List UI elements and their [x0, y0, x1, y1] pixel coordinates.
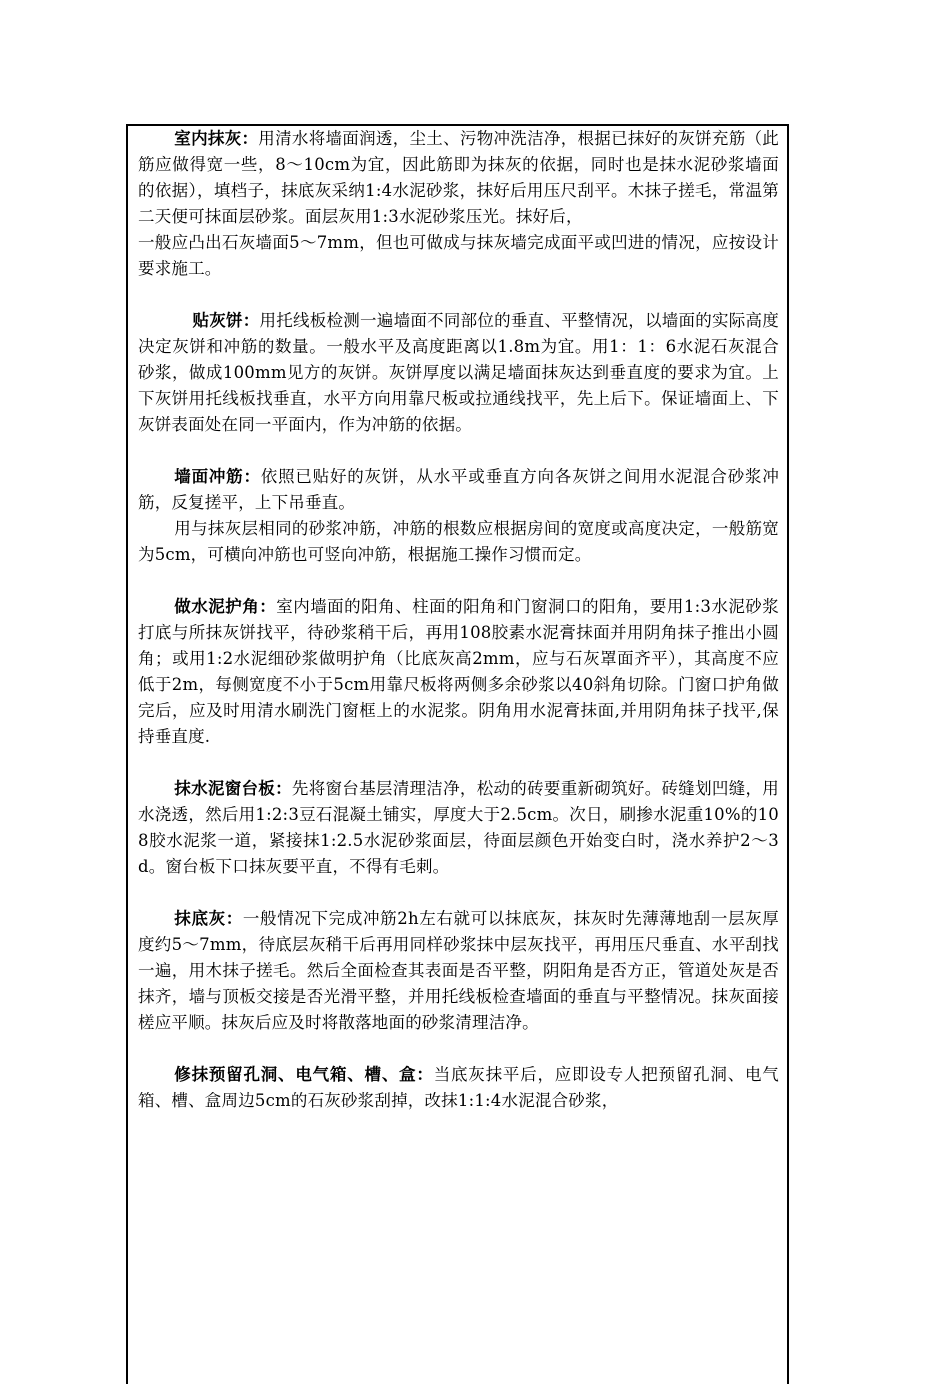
paragraph	[138, 308, 779, 438]
section-heading: 抹水泥窗台板：	[174, 779, 292, 798]
paragraph: 用与抹灰层相同的砂浆冲筋，冲筋的根数应根据房间的宽度或高度决定，一般筋宽为5cm，可横向冲筋也可竖向冲筋，根据施工操作习惯而定。	[138, 519, 779, 564]
document-frame	[126, 124, 789, 1384]
section-gap	[138, 1036, 779, 1062]
section-gap	[138, 880, 779, 906]
section-cement-corner-guard	[138, 594, 779, 750]
section-heading: 墙面冲筋：	[174, 467, 261, 486]
paragraph-text: 用清水将墙面润透，尘土、污物冲洗洁净，根据已抹好的灰饼充筋（此筋应做得宽一些，8～10cm为宜，因此筋即为抹灰的依据，同时也是抹水泥砂浆墙面的依据），填档子，抹底灰采纳1:4水泥砂浆，抹好后用压尺刮平。木抹子搓毛，常温第二天便可抹面层砂浆。面层灰用1:3水泥砂浆压光。抹好后，	[138, 129, 779, 226]
section-gap	[138, 568, 779, 594]
section-gap	[138, 750, 779, 776]
paragraph: 一般应凸出石灰墙面5～7mm，但也可做成与抹灰墙完成面平或凹进的情况，应按设计要求施工。	[138, 233, 779, 278]
paragraph	[138, 776, 779, 880]
section-ash-cake	[138, 308, 779, 438]
paragraph	[138, 464, 779, 516]
section-heading: 修抹预留孔洞、电气箱、槽、盒：	[174, 1065, 434, 1084]
section-indoor-plastering	[138, 126, 779, 282]
paragraph-text: 室内墙面的阳角、柱面的阳角和门窗洞口的阳角，要用1:3水泥砂浆打底与所抹灰饼找平，待砂浆稍干后，再用108胶素水泥膏抹面并用阴角抹子推出小圆角；或用1:2水泥细砂浆做明护角（比底灰高2mm，应与石灰罩面齐平），其高度不应低于2m，每侧宽度不小于5cm用靠尺板将两侧多余砂浆以40斜角切除。门窗口护角做完后，应及时用清水刷洗门窗框上的水泥浆。阴角用水泥膏抹面,并用阴角抹子找平,保持垂直度.	[138, 597, 779, 746]
paragraph-text: 依照已贴好的灰饼，从水平或垂直方向各灰饼之间用水泥混合砂浆冲筋，反复搓平，上下吊垂直。	[138, 467, 780, 512]
paragraph	[138, 126, 779, 230]
section-wall-screeding	[138, 464, 779, 568]
section-window-sill	[138, 776, 779, 880]
paragraph-text: 一般情况下完成冲筋2h左右就可以抹底灰，抹灰时先薄薄地刮一层灰厚度约5～7mm，待底层灰稍干后再用同样砂浆抹中层灰找平，再用压尺垂直、水平刮找一遍，用木抹子搓毛。然后全面检查其表面是否平整，阴阳角是否方正，管道处灰是否抹齐，墙与顶板交接是否光滑平整，并用托线板检查墙面的垂直与平整情况。抹灰面接槎应平顺。抹灰后应及时将散落地面的砂浆清理洁净。	[138, 909, 779, 1032]
section-heading: 抹底灰：	[174, 909, 243, 928]
paragraph-text: 用托线板检测一遍墙面不同部位的垂直、平整情况，以墙面的实际高度决定灰饼和冲筋的数量。一般水平及高度距离以1.8m为宜。用1：1：6水泥石灰混合砂浆，做成100mm见方的灰饼。灰饼厚度以满足墙面抹灰达到垂直度的要求为宜。上下灰饼用托线板找垂直，水平方向用靠尺板或拉通线找平，先上后下。保证墙面上、下灰饼表面处在同一平面内，作为冲筋的依据。	[138, 311, 779, 434]
section-heading: 室内抹灰：	[174, 129, 259, 148]
section-heading: 做水泥护角：	[174, 597, 277, 616]
paragraph-text: 先将窗台基层清理洁净，松动的砖要重新砌筑好。砖缝划凹缝，用水浇透，然后用1:2:3豆石混凝土铺实，厚度大于2.5cm。次日，刷掺水泥重10%的108胶水泥浆一道，紧接抹1:2.5水泥砂浆面层，待面层颜色开始变白时，浇水养护2～3d。窗台板下口抹灰要平直，不得有毛刺。	[138, 779, 779, 876]
section-base-coat	[138, 906, 779, 1036]
section-heading: 贴灰饼：	[192, 311, 260, 330]
section-gap	[138, 282, 779, 308]
section-gap	[138, 438, 779, 464]
paragraph	[138, 1062, 779, 1114]
section-reserved-openings	[138, 1062, 779, 1114]
paragraph	[138, 906, 779, 1036]
paragraph-text: 当底灰抹平后，应即设专人把预留孔洞、电气箱、槽、盒周边5cm的石灰砂浆刮掉，改抹1:1:4水泥混合砂浆，	[138, 1065, 780, 1110]
paragraph	[138, 594, 779, 750]
